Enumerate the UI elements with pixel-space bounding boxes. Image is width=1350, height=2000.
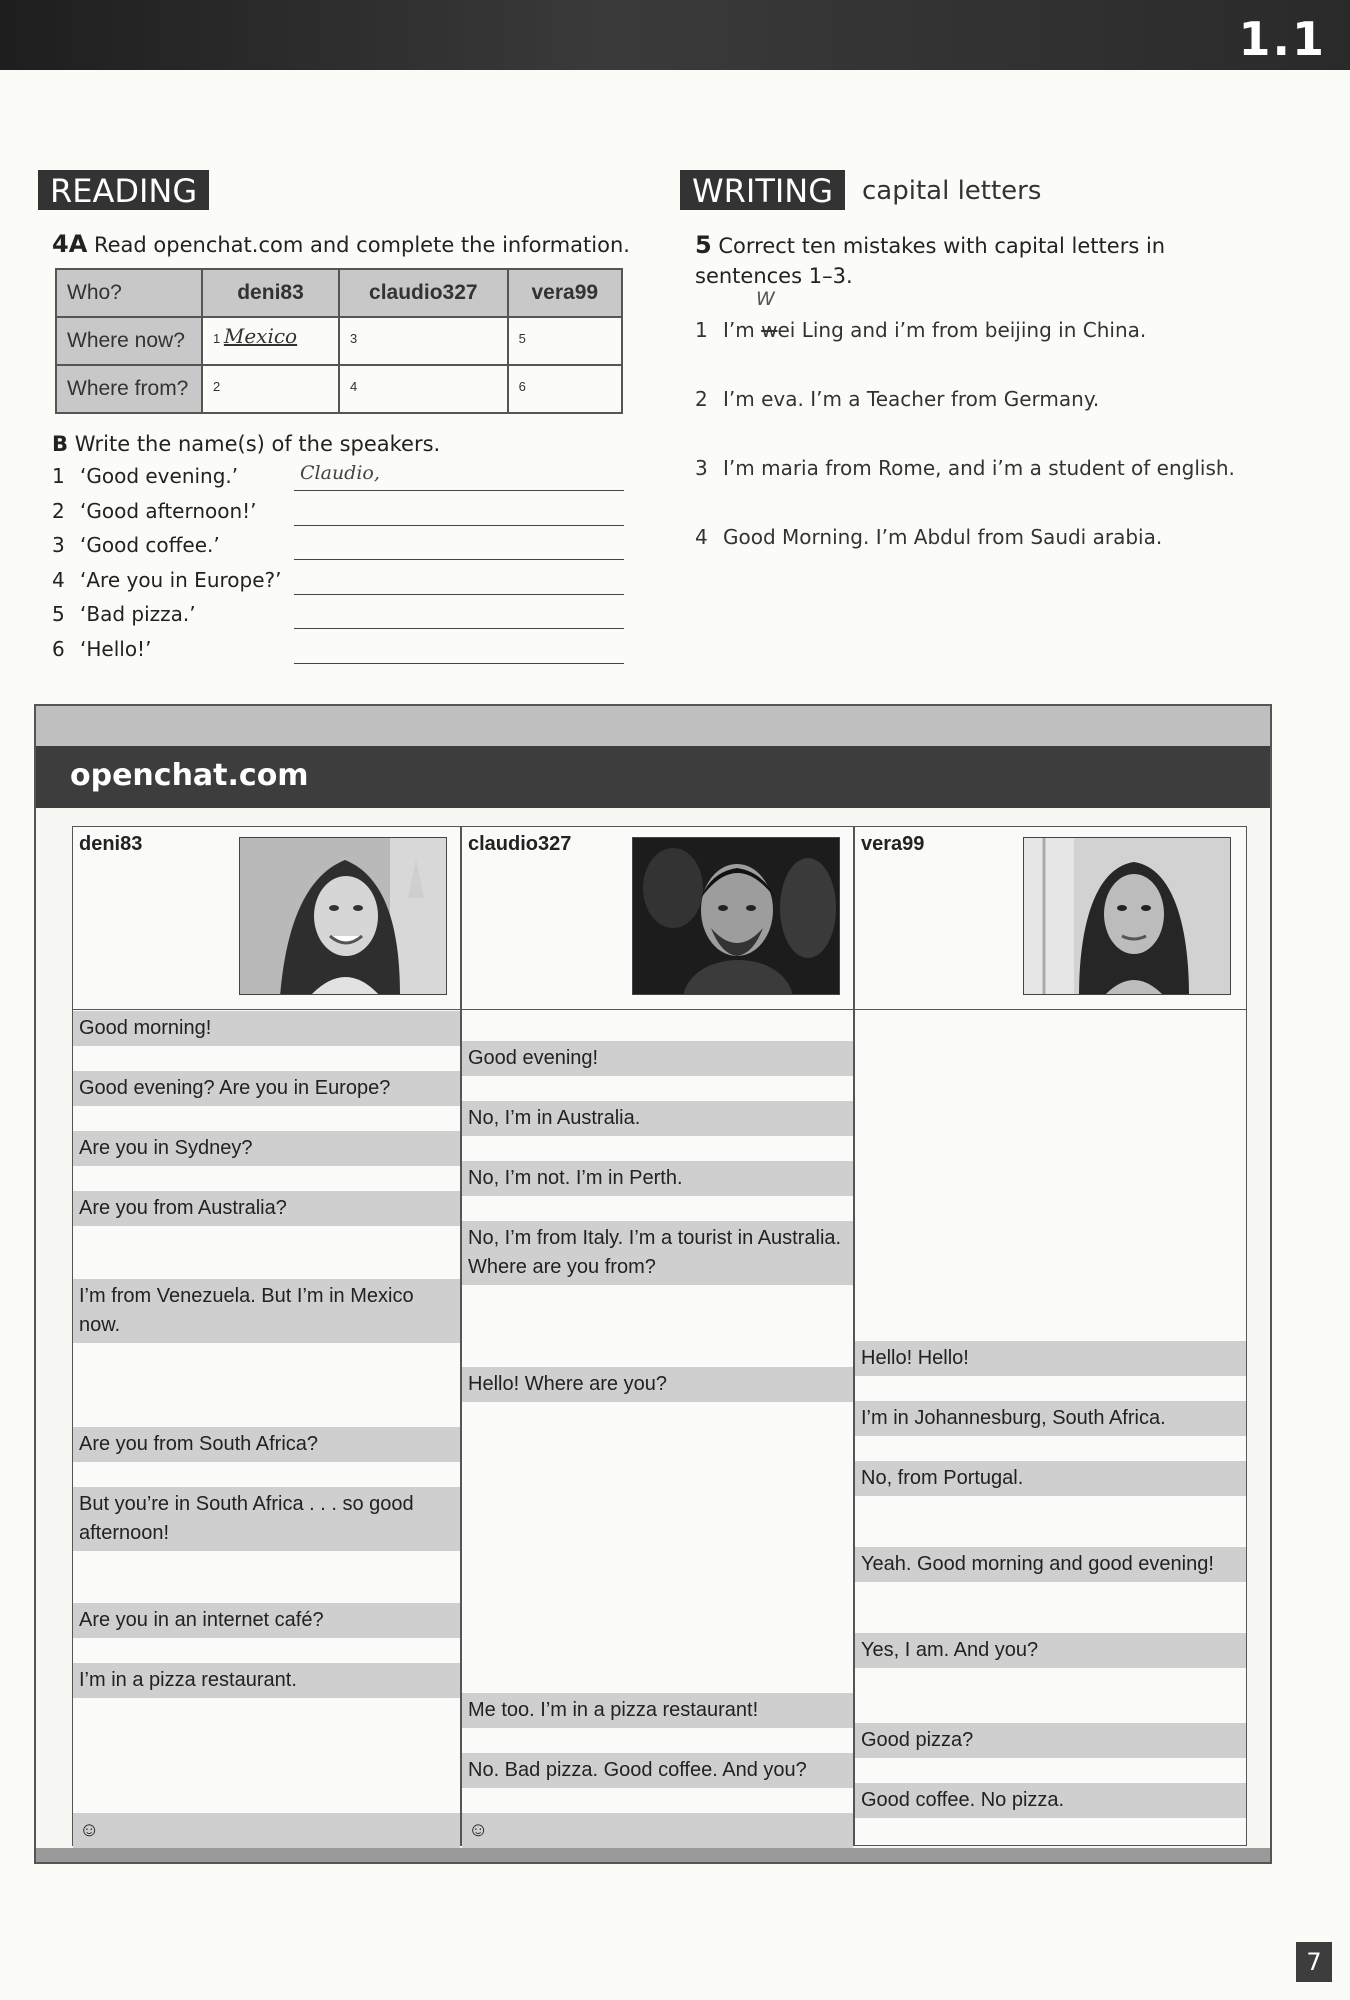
speaker-number: 6 — [52, 636, 65, 661]
speaker-item — [52, 462, 624, 497]
info-cell[interactable] — [339, 365, 508, 413]
speaker-item — [52, 635, 624, 670]
chat-message: Me too. I’m in a pizza restaurant! — [462, 1693, 853, 1728]
speaker-item — [52, 531, 624, 566]
crossed-letter: w — [761, 318, 778, 342]
answer-line[interactable] — [294, 628, 624, 629]
chat-message: Good pizza? — [855, 1723, 1246, 1758]
woman-portrait-icon — [1024, 838, 1231, 995]
info-cell[interactable] — [508, 365, 622, 413]
task-4b — [52, 432, 440, 456]
task-4a-text: Read openchat.com and complete the information. — [93, 233, 630, 257]
chat-message: I’m from Venezuela. But I’m in Mexico now. — [73, 1279, 460, 1343]
speaker-item — [52, 497, 624, 532]
info-row-label: Where now? — [56, 317, 202, 365]
column-divider — [855, 1009, 1246, 1010]
chat-message: No, I’m in Australia. — [462, 1101, 853, 1136]
sentence-number: 2 — [695, 387, 708, 411]
unit-number: 1.1 — [1238, 12, 1326, 66]
chat-message: But you’re in South Africa . . . so good afternoon! — [73, 1487, 460, 1551]
chat-message: Are you from South Africa? — [73, 1427, 460, 1462]
task-4b-number: B — [52, 432, 69, 456]
task-4a — [52, 230, 630, 258]
speaker-quote: ‘Bad pizza.’ — [80, 602, 196, 626]
sentence-4 — [695, 525, 1162, 549]
info-cell[interactable] — [339, 317, 508, 365]
chat-message: I’m in Johannesburg, South Africa. — [855, 1401, 1246, 1436]
username: vera99 — [861, 833, 925, 855]
chat-column-claudio327 — [461, 826, 854, 1846]
column-divider — [73, 1009, 460, 1010]
info-table-header-row — [56, 269, 622, 317]
info-cell-answer: Mexico — [223, 324, 298, 348]
speaker-number: 3 — [52, 533, 65, 557]
column-divider — [462, 1009, 853, 1010]
answer-line[interactable] — [294, 594, 624, 595]
task-4b-text: Write the name(s) of the speakers. — [74, 432, 441, 456]
info-cell-number: 4 — [350, 379, 358, 394]
chat-message: No. Bad pizza. Good coffee. And you? — [462, 1753, 853, 1788]
info-cell-number: 3 — [350, 331, 358, 346]
task-5 — [695, 230, 1255, 291]
speaker-number: 2 — [52, 498, 65, 523]
speaker-answer: Claudio, — [300, 462, 380, 484]
woman-portrait-icon — [240, 838, 447, 995]
speaker-quote: ‘Hello!’ — [80, 636, 152, 661]
sentence-3 — [695, 456, 1235, 480]
chat-column-vera99 — [854, 826, 1247, 1846]
handwritten-correction: W — [756, 288, 775, 310]
info-cell-number: 2 — [213, 379, 221, 394]
answer-line[interactable] — [294, 663, 624, 664]
chat-message: Good morning! — [73, 1011, 460, 1046]
chat-message: Yeah. Good morning and good evening! — [855, 1547, 1246, 1582]
sentence-2 — [695, 387, 1099, 411]
chat-message: I’m in a pizza restaurant. — [73, 1663, 460, 1698]
chat-message: Are you in an internet café? — [73, 1603, 460, 1638]
chat-top-strip — [36, 706, 1270, 746]
info-row-label: Where from? — [56, 365, 202, 413]
speaker-quote: ‘Good coffee.’ — [80, 533, 220, 557]
info-header-vera99: vera99 — [508, 269, 622, 317]
man-portrait-icon — [633, 838, 840, 995]
page-number: 7 — [1296, 1942, 1332, 1982]
speaker-item — [52, 600, 624, 635]
sentence-text-end: ei Ling and i’m from beijing in China. — [777, 318, 1147, 342]
smiley-message: ☺ — [73, 1813, 460, 1848]
speaker-number: 4 — [52, 567, 65, 592]
speaker-quote: ‘Good afternoon!’ — [80, 498, 257, 523]
info-cell[interactable] — [202, 365, 339, 413]
speaker-item — [52, 566, 624, 601]
chat-message: Are you from Australia? — [73, 1191, 460, 1226]
task-4a-number: 4A — [52, 230, 88, 258]
avatar-photo — [632, 837, 840, 995]
info-row-where-now — [56, 317, 622, 365]
info-cell-number: 6 — [518, 379, 526, 394]
chat-message: Yes, I am. And you? — [855, 1633, 1246, 1668]
info-header-who: Who? — [56, 269, 202, 317]
speaker-quote: ‘Good evening.’ — [80, 464, 239, 488]
info-cell[interactable] — [508, 317, 622, 365]
sentence-number: 4 — [695, 525, 708, 549]
openchat-brand: openchat.com — [70, 758, 309, 793]
username: claudio327 — [468, 833, 572, 855]
info-cell-number: 5 — [518, 331, 526, 346]
chat-message: Good evening? Are you in Europe? — [73, 1071, 460, 1106]
unit-header-bar — [0, 0, 1350, 70]
sentence-1 — [695, 318, 1146, 342]
chat-message: Are you in Sydney? — [73, 1131, 460, 1166]
writing-heading: WRITING — [680, 170, 845, 210]
chat-bottom-strip — [36, 1848, 1270, 1862]
avatar-photo — [1023, 837, 1231, 995]
info-header-deni83: deni83 — [202, 269, 339, 317]
sentence-text: Good Morning. I’m Abdul from Saudi arabia. — [723, 525, 1163, 549]
info-header-claudio327: claudio327 — [339, 269, 508, 317]
openchat-panel — [34, 704, 1272, 1864]
sentence-number: 3 — [695, 456, 708, 480]
speaker-number: 5 — [52, 602, 65, 626]
speaker-list — [52, 462, 624, 669]
info-row-where-from — [56, 365, 622, 413]
chat-message: No, I’m not. I’m in Perth. — [462, 1161, 853, 1196]
sentence-number: 1 — [695, 318, 708, 342]
avatar-photo — [239, 837, 447, 995]
chat-message: Good evening! — [462, 1041, 853, 1076]
chat-message: No, from Portugal. — [855, 1461, 1246, 1496]
sentence-text-start: I’m — [723, 318, 762, 342]
answer-line[interactable] — [294, 525, 624, 526]
chat-message: Hello! Where are you? — [462, 1367, 853, 1402]
writing-subheading: capital letters — [862, 176, 1042, 206]
sentence-text: I’m maria from Rome, and i’m a student of english. — [723, 456, 1235, 480]
chat-message: No, I’m from Italy. I’m a tourist in Australia. Where are you from? — [462, 1221, 853, 1285]
username: deni83 — [79, 833, 143, 855]
chat-message: Hello! Hello! — [855, 1341, 1246, 1376]
speaker-number: 1 — [52, 464, 65, 488]
chat-message: Good coffee. No pizza. — [855, 1783, 1246, 1818]
task-5-text: Correct ten mistakes with capital letters in sentences 1–3. — [695, 234, 1166, 288]
chat-column-deni83 — [72, 826, 461, 1846]
info-table — [55, 268, 623, 414]
smiley-message: ☺ — [462, 1813, 853, 1848]
info-cell[interactable] — [202, 317, 339, 365]
task-5-number: 5 — [695, 231, 712, 259]
sentence-text: I’m eva. I’m a Teacher from Germany. — [723, 387, 1100, 411]
info-cell-number: 1 — [213, 331, 221, 346]
speaker-quote: ‘Are you in Europe?’ — [80, 567, 282, 592]
answer-line[interactable] — [294, 559, 624, 560]
answer-line[interactable] — [294, 490, 624, 491]
reading-heading: READING — [38, 170, 209, 210]
